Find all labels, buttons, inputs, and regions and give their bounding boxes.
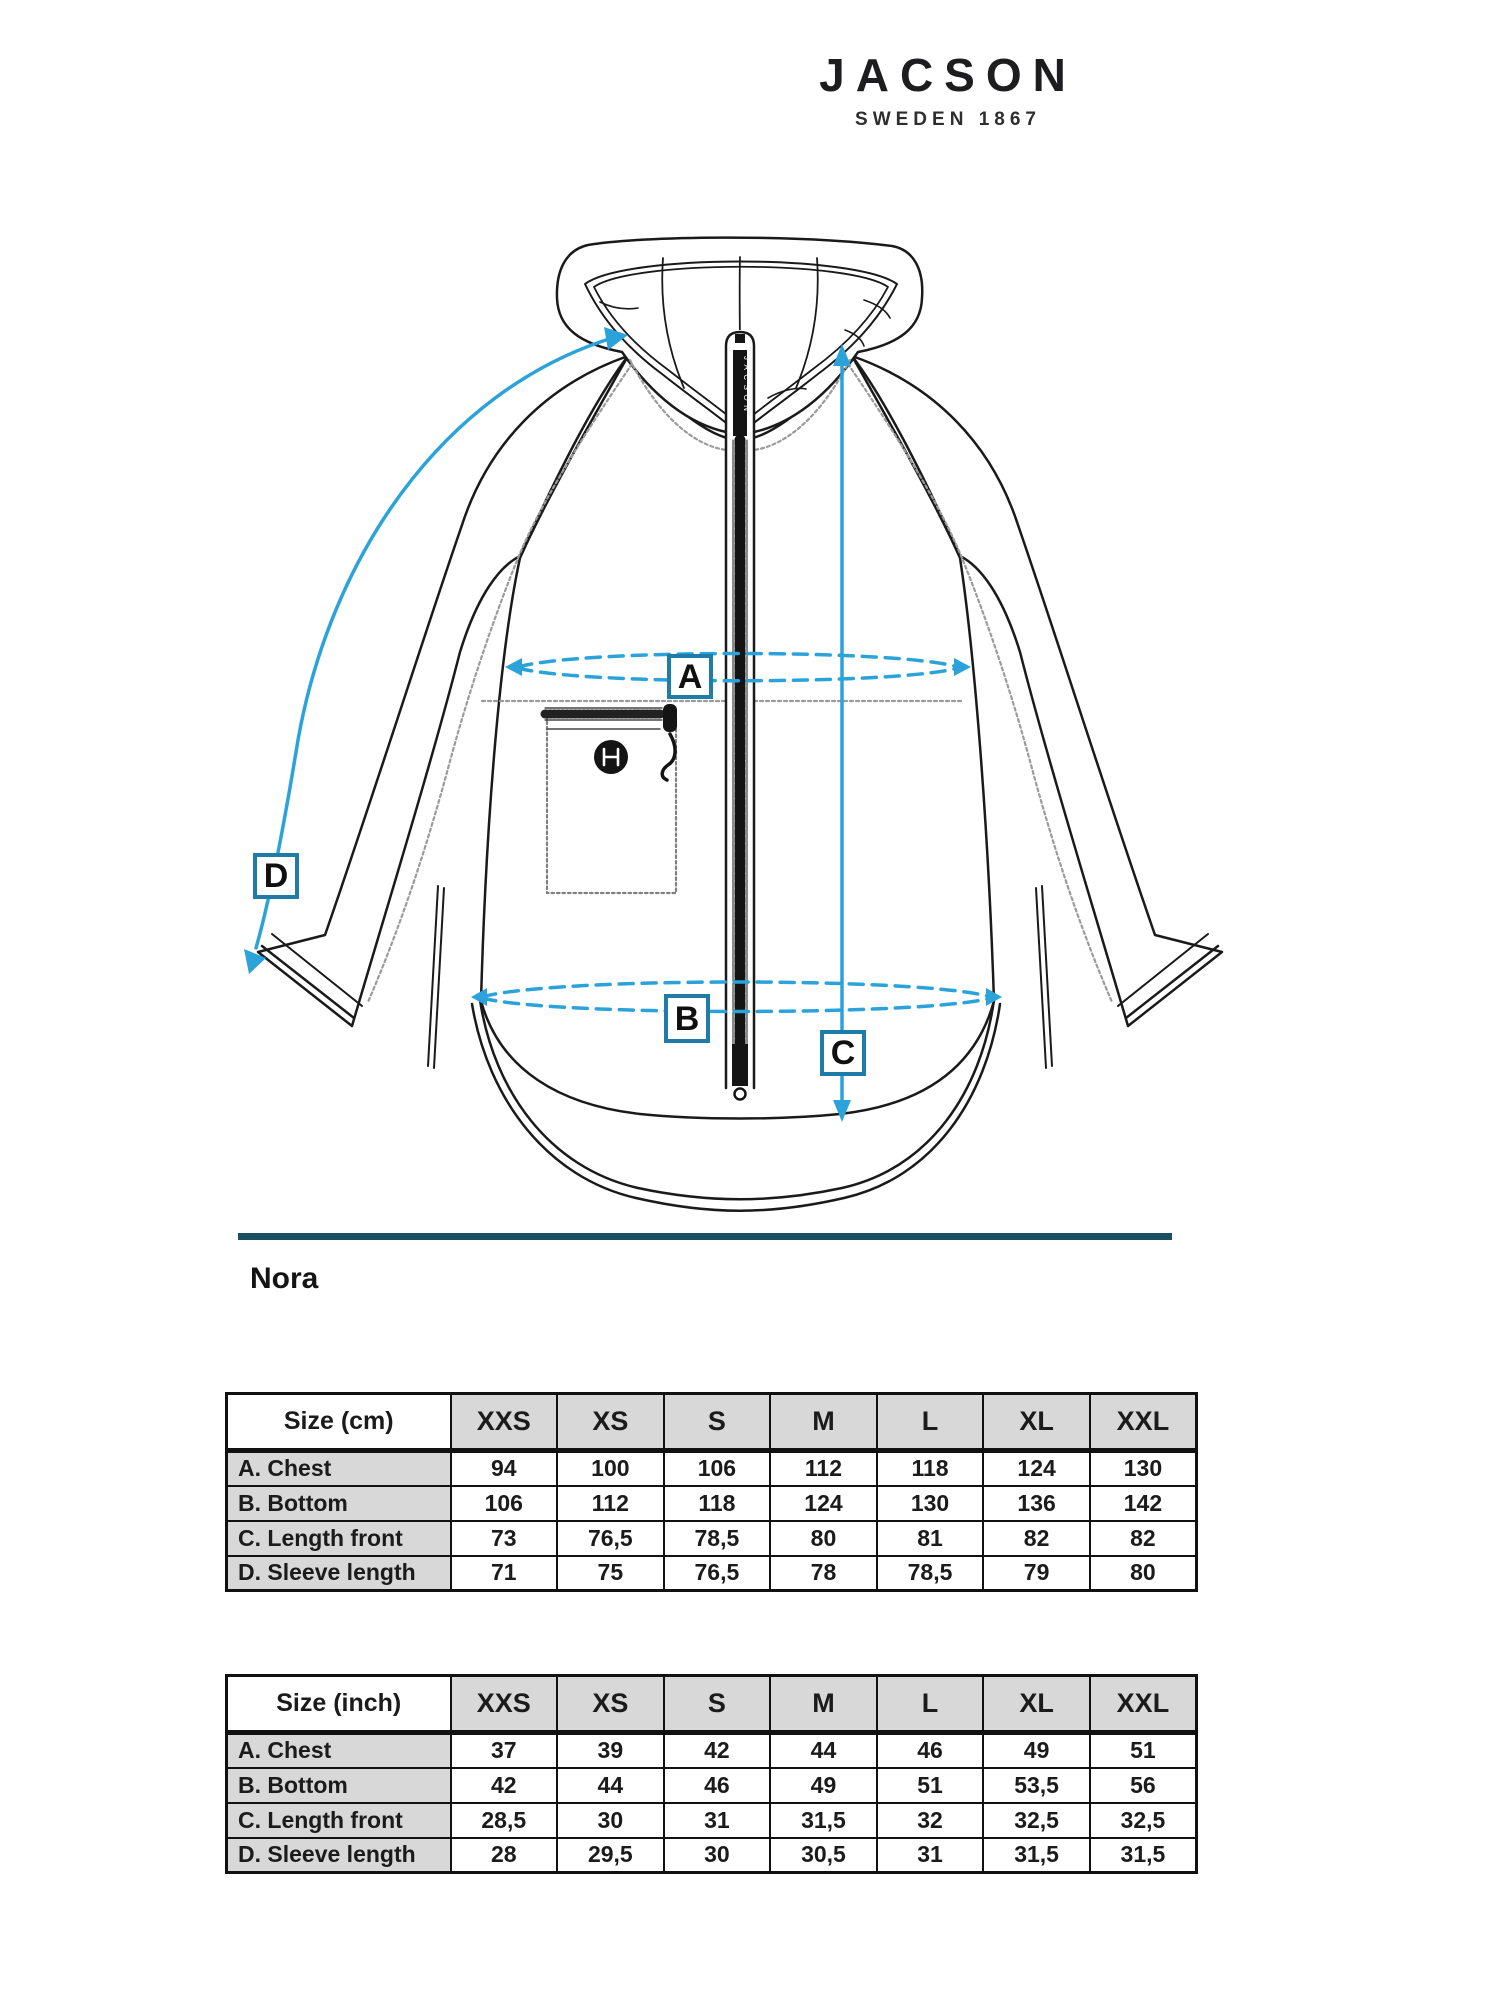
zip-bottom-loop — [735, 1089, 746, 1100]
measurement-value-cell: 82 — [983, 1521, 1090, 1556]
measurement-label-cell: A. Chest — [227, 1733, 451, 1768]
size-column-header: XL — [983, 1394, 1090, 1451]
measurement-value-cell: 124 — [983, 1451, 1090, 1486]
measurement-value-cell: 78,5 — [664, 1521, 771, 1556]
measurement-value-cell: 80 — [770, 1521, 877, 1556]
measurement-value-cell: 30 — [557, 1803, 664, 1838]
measurement-value-cell: 100 — [557, 1451, 664, 1486]
measurement-row — [227, 1451, 1197, 1486]
measurement-value-cell: 71 — [451, 1556, 558, 1591]
brand-tagline: SWEDEN 1867 — [855, 109, 1041, 130]
measurement-value-cell: 142 — [1090, 1486, 1197, 1521]
measurement-value-cell: 37 — [451, 1733, 558, 1768]
size-column-header: XS — [557, 1394, 664, 1451]
size-column-header: L — [877, 1676, 984, 1733]
size-column-header: M — [770, 1394, 877, 1451]
measurement-value-cell: 112 — [557, 1486, 664, 1521]
zip-brand-text: JACSON — [742, 356, 751, 416]
size-column-header: XXL — [1090, 1394, 1197, 1451]
measurement-value-cell: 136 — [983, 1486, 1090, 1521]
measurement-row — [227, 1486, 1197, 1521]
size-column-header: S — [664, 1676, 771, 1733]
measurement-value-cell: 31,5 — [770, 1803, 877, 1838]
section-divider — [238, 1233, 1172, 1240]
measurement-value-cell: 118 — [664, 1486, 771, 1521]
measurement-value-cell: 80 — [1090, 1556, 1197, 1591]
measurement-value-cell: 42 — [451, 1768, 558, 1803]
measurement-value-cell: 51 — [877, 1768, 984, 1803]
brand-logo: JACSON — [819, 49, 1077, 101]
measurement-value-cell: 28 — [451, 1838, 558, 1873]
measurement-value-cell: 49 — [770, 1768, 877, 1803]
measurement-value-cell: 31 — [664, 1803, 771, 1838]
table-header-row — [227, 1394, 1197, 1451]
measurement-value-cell: 56 — [1090, 1768, 1197, 1803]
measurement-value-cell: 51 — [1090, 1733, 1197, 1768]
measure-label-a: A — [667, 654, 713, 699]
measure-label-b: B — [664, 994, 710, 1043]
size-table-inch — [225, 1674, 1198, 1874]
measure-label-d: D — [253, 853, 299, 899]
measurement-value-cell: 124 — [770, 1486, 877, 1521]
pocket-zip-pull — [663, 704, 677, 732]
measurement-value-cell: 73 — [451, 1521, 558, 1556]
measurement-label-cell: C. Length front — [227, 1521, 451, 1556]
measurement-label-cell: D. Sleeve length — [227, 1838, 451, 1873]
size-column-header: XL — [983, 1676, 1090, 1733]
measurement-row — [227, 1803, 1197, 1838]
measurement-value-cell: 42 — [664, 1733, 771, 1768]
measurement-value-cell: 81 — [877, 1521, 984, 1556]
measurement-value-cell: 44 — [557, 1768, 664, 1803]
size-column-header: S — [664, 1394, 771, 1451]
size-column-header: L — [877, 1394, 984, 1451]
measurement-row — [227, 1521, 1197, 1556]
size-column-header: XS — [557, 1676, 664, 1733]
measurement-value-cell: 30,5 — [770, 1838, 877, 1873]
measurement-value-cell: 130 — [877, 1486, 984, 1521]
measurement-value-cell: 44 — [770, 1733, 877, 1768]
measurement-value-cell: 28,5 — [451, 1803, 558, 1838]
measurement-value-cell: 32 — [877, 1803, 984, 1838]
measurement-value-cell: 31,5 — [1090, 1838, 1197, 1873]
measurement-label-cell: C. Length front — [227, 1803, 451, 1838]
measurement-label-cell: D. Sleeve length — [227, 1556, 451, 1591]
measurement-value-cell: 78,5 — [877, 1556, 984, 1591]
measurement-label-cell: B. Bottom — [227, 1486, 451, 1521]
measurement-value-cell: 53,5 — [983, 1768, 1090, 1803]
measurement-value-cell: 39 — [557, 1733, 664, 1768]
measurement-value-cell: 94 — [451, 1451, 558, 1486]
size-column-header: XXS — [451, 1676, 558, 1733]
measurement-value-cell: 31 — [877, 1838, 984, 1873]
measurement-value-cell: 106 — [664, 1451, 771, 1486]
product-name: Nora — [250, 1262, 319, 1295]
measurement-value-cell: 32,5 — [1090, 1803, 1197, 1838]
size-table-cm — [225, 1392, 1198, 1592]
measurement-value-cell: 32,5 — [983, 1803, 1090, 1838]
table-title-cell: Size (cm) — [227, 1394, 451, 1451]
size-column-header: XXS — [451, 1394, 558, 1451]
measurement-value-cell: 82 — [1090, 1521, 1197, 1556]
measurement-value-cell: 76,5 — [664, 1556, 771, 1591]
measurement-value-cell: 130 — [1090, 1451, 1197, 1486]
zip-bottom-stop — [732, 1044, 748, 1086]
measurement-value-cell: 76,5 — [557, 1521, 664, 1556]
measurement-value-cell: 75 — [557, 1556, 664, 1591]
measurement-value-cell: 118 — [877, 1451, 984, 1486]
measurement-value-cell: 106 — [451, 1486, 558, 1521]
measurement-value-cell: 46 — [664, 1768, 771, 1803]
measurement-value-cell: 112 — [770, 1451, 877, 1486]
measurement-row — [227, 1733, 1197, 1768]
measurement-row — [227, 1768, 1197, 1803]
table-title-cell: Size (inch) — [227, 1676, 451, 1733]
left-side-slit — [428, 886, 444, 1068]
measurement-value-cell: 31,5 — [983, 1838, 1090, 1873]
measurement-value-cell: 46 — [877, 1733, 984, 1768]
measurement-value-cell: 30 — [664, 1838, 771, 1873]
measurement-row — [227, 1838, 1197, 1873]
measurement-label-cell: A. Chest — [227, 1451, 451, 1486]
size-column-header: XXL — [1090, 1676, 1197, 1733]
measurement-label-cell: B. Bottom — [227, 1768, 451, 1803]
measurement-row — [227, 1556, 1197, 1591]
measure-label-c: C — [820, 1030, 866, 1076]
measurement-value-cell: 29,5 — [557, 1838, 664, 1873]
size-column-header: M — [770, 1676, 877, 1733]
right-side-slit — [1036, 886, 1052, 1068]
zip-slider — [735, 334, 745, 343]
measurement-value-cell: 79 — [983, 1556, 1090, 1591]
measurement-value-cell: 49 — [983, 1733, 1090, 1768]
table-header-row — [227, 1676, 1197, 1733]
measurement-value-cell: 78 — [770, 1556, 877, 1591]
